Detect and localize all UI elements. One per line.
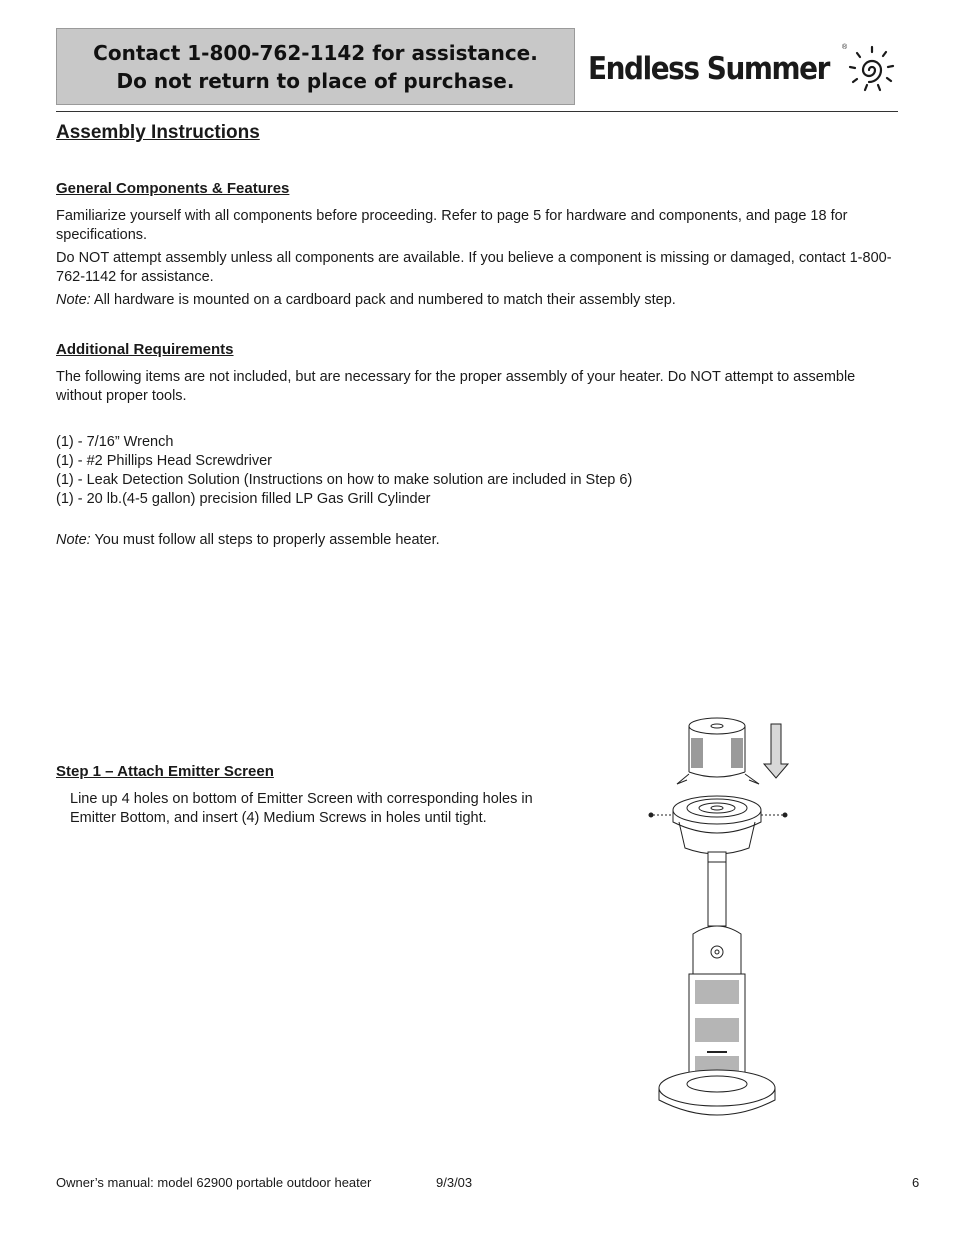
- banner-line-1: Contact 1-800-762-1142 for assistance.: [93, 40, 538, 65]
- note-text: You must follow all steps to properly assemble heater.: [90, 532, 440, 548]
- step-1-text: Line up 4 holes on bottom of Emitter Screen with corresponding holes in Emitter Bottom, and insert (4) Medium Screws in holes until tight.: [70, 791, 533, 826]
- general-paragraph-2: Do NOT attempt assembly unless all components are available. If you believe a component is missing or damaged, contact 1-800-762-1142 for assistance.: [56, 250, 892, 285]
- general-components-heading: General Components & Features: [56, 180, 290, 197]
- header-divider: [56, 111, 898, 112]
- list-item: (1) - Leak Detection Solution (Instructions on how to make solution are included in Step 6): [56, 472, 633, 488]
- general-paragraph-1: Familiarize yourself with all components before proceeding. Refer to page 5 for hardware and components, and page 18 for specifications.: [56, 208, 848, 243]
- list-item: (1) - 20 lb.(4-5 gallon) precision filled LP Gas Grill Cylinder: [56, 491, 431, 507]
- heater-assembly-diagram: [645, 712, 805, 1124]
- page-number: 6: [912, 1175, 920, 1190]
- footer-manual-title: Owner’s manual: model 62900 portable outdoor heater: [56, 1175, 372, 1190]
- additional-requirements-heading: Additional Requirements: [56, 341, 234, 358]
- footer-date: 9/3/03: [436, 1175, 473, 1190]
- requirements-list: [56, 433, 632, 509]
- registered-mark: ®: [842, 44, 848, 51]
- brand-logo: [588, 44, 856, 94]
- list-item: (1) - #2 Phillips Head Screwdriver: [56, 453, 272, 469]
- page-title: Assembly Instructions: [56, 122, 260, 143]
- down-arrow-icon: [764, 724, 788, 778]
- assistance-banner: [56, 28, 575, 105]
- note-label: Note:: [56, 292, 91, 308]
- list-item: (1) - 7/16” Wrench: [56, 434, 174, 450]
- step-1-heading: Step 1 – Attach Emitter Screen: [56, 763, 274, 780]
- sun-swirl-logo-icon: [846, 44, 898, 94]
- general-note: [56, 291, 896, 310]
- additional-note: [56, 531, 896, 550]
- brand-name: Endless Summer: [588, 51, 829, 87]
- note-label: Note:: [56, 532, 91, 548]
- banner-line-2: Do not return to place of purchase.: [116, 68, 515, 93]
- additional-paragraph: The following items are not included, but are necessary for the proper assembly of your heater. Do NOT attempt to assemble without proper tools.: [56, 369, 856, 404]
- note-text: All hardware is mounted on a cardboard pack and numbered to match their assembly step.: [90, 292, 676, 308]
